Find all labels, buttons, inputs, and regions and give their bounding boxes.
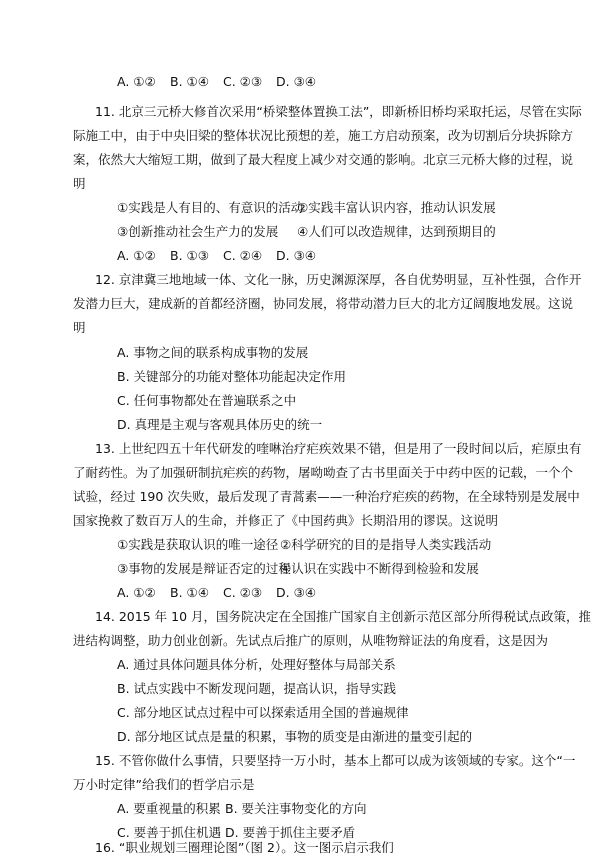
q13-statement-2: ②科学研究的目的是指导人类实践活动: [280, 537, 492, 552]
q12-stem-line-2: 发潜力巨大，建成新的首都经济圈，协同发展，将带动潜力巨大的北方辽阔腹地发展。这说: [73, 296, 574, 311]
q15-option-a: A. 要重视量的积累: [117, 801, 221, 816]
q11-options: [117, 248, 329, 264]
q12-stem-line-1: 12. 京津冀三地地域一体、文化一脉，历史渊源深厚，各自优势明显，互补性强，合作开: [95, 272, 582, 287]
q13-statement-3: ③事物的发展是辩证否定的过程: [117, 561, 291, 576]
q13-statement-4: ④认识在实践中不断得到检验和发展: [280, 561, 479, 576]
q13-stem-line-2: 了耐药性。为了加强研制抗疟疾的药物，屠呦呦查了古书里面关于中药中医的记载，一个个: [73, 465, 574, 480]
q15-stem-line-2: 万小时定律”给我们的哲学启示是: [73, 777, 255, 792]
q13-options: [117, 585, 329, 601]
q14-option-d: D. 部分地区试点是量的积累，事物的质变是由渐进的量变引起的: [117, 729, 473, 744]
q13-stem-line-3: 试验，经过 190 次失败，最后发现了青蒿素——一种治疗疟疾的药物，在全球特别是发展中: [73, 489, 580, 504]
q11-stem-line-4: 明: [73, 176, 86, 191]
q15-stem-line-1: 15. 不管你做什么事情，只要坚持一万小时，基本上都可以成为该领域的专家。这个“一: [95, 753, 576, 768]
q12-option-a: A. 事物之间的联系构成事物的发展: [117, 345, 309, 360]
q15-options-row-2: [117, 825, 355, 841]
q13-statements-row-2: [117, 561, 479, 577]
q16-stem-line-1: 16. “职业规划三圈理论图”（图 2）。这一图示启示我们: [95, 840, 394, 855]
q15-option-d: D. 要善于抓住主要矛盾: [225, 825, 356, 840]
q11-statements-row-2: [117, 224, 496, 240]
q14-option-b: B. 试点实践中不断发现问题，提高认识，指导实践: [117, 681, 397, 696]
q11-statements-row-1: [117, 200, 496, 216]
q10-option-c: C. ②③: [223, 74, 263, 89]
q15-option-b: B. 要关注事物变化的方向: [225, 801, 367, 816]
q11-option-c: C. ②④: [223, 248, 263, 263]
q11-stem-line-2: 际施工中，由于中央旧梁的整体状况比预想的差，施工方启动预案，改为切割后分块拆除方: [73, 128, 574, 143]
q11-stem-line-1: 11. 北京三元桥大修首次采用“桥梁整体置换工法”，即新桥旧桥均采取托运，尽管在实际: [95, 104, 582, 119]
q13-option-a: A. ①②: [117, 585, 156, 600]
q10-option-d: D. ③④: [276, 74, 316, 89]
q13-option-c: C. ②③: [223, 585, 263, 600]
q15-options-row-1: [117, 801, 367, 817]
q13-stem-line-4: 国家挽救了数百万人的生命，并修正了《中国药典》长期沿用的谬误。这说明: [73, 513, 499, 528]
q11-option-b: B. ①③: [170, 248, 209, 263]
q11-stem-line-3: 案，依然大大缩短工期，做到了最大程度上减少对交通的影响。北京三元桥大修的过程，说: [73, 152, 574, 167]
q10-options: [117, 74, 329, 90]
q13-statement-1: ①实践是获取认识的唯一途径: [117, 537, 279, 552]
q13-statements-row-1: [117, 537, 491, 553]
q15-option-c: C. 要善于抓住机遇: [117, 825, 222, 840]
q11-option-a: A. ①②: [117, 248, 156, 263]
q13-stem-line-1: 13. 上世纪四五十年代研发的喹啉治疗疟疾效果不错，但是用了一段时间以后，疟原虫有: [95, 441, 582, 456]
q14-option-c: C. 部分地区试点过程中可以探索适用全国的普遍规律: [117, 705, 409, 720]
q12-stem-line-3: 明: [73, 320, 86, 335]
q11-statement-3: ③创新推动社会生产力的发展: [117, 224, 279, 239]
q12-option-c: C. 任何事物都处在普遍联系之中: [117, 393, 297, 408]
q14-option-a: A. 通过具体问题具体分析，处理好整体与局部关系: [117, 657, 396, 672]
q13-option-d: D. ③④: [276, 585, 316, 600]
q11-option-d: D. ③④: [276, 248, 316, 263]
q11-statement-4: ④人们可以改造规律，达到预期目的: [297, 224, 496, 239]
q12-option-d: D. 真理是主观与客观具体历史的统一: [117, 417, 323, 432]
q12-option-b: B. 关键部分的功能对整体功能起决定作用: [117, 369, 347, 384]
q14-stem-line-1: 14. 2015 年 10 月，国务院决定在全国推广国家自主创新示范区部分所得税试点政策，推: [95, 609, 591, 624]
q10-option-a: A. ①②: [117, 74, 156, 89]
q11-statement-1: ①实践是人有目的、有意识的活动: [117, 200, 304, 215]
q13-option-b: B. ①④: [170, 585, 209, 600]
q14-stem-line-2: 进结构调整，助力创业创新。先试点后推广的原则，从唯物辩证法的角度看，这是因为: [73, 633, 549, 648]
q11-statement-2: ②实践丰富认识内容，推动认识发展: [297, 200, 496, 215]
q10-option-b: B. ①④: [170, 74, 209, 89]
